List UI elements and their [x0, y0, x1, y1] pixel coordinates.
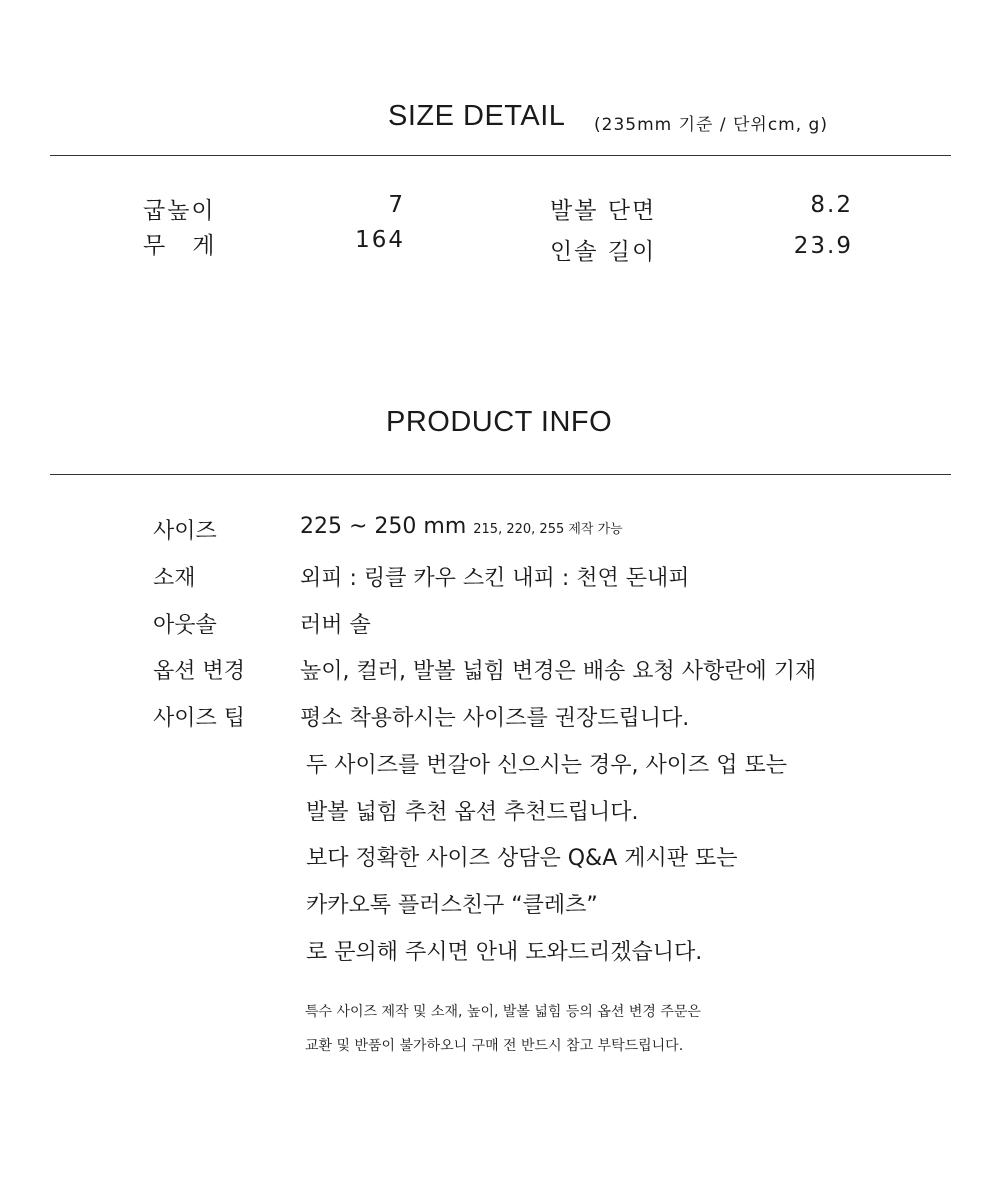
option-change-label: 옵션 변경 [153, 659, 246, 684]
insole-length-label: 인솔 길이 [550, 239, 657, 265]
notice-line: 특수 사이즈 제작 및 소재, 높이, 발볼 넓힘 등의 옵션 변경 주문은 [305, 1004, 701, 1020]
size-detail-divider [50, 155, 951, 156]
size-detail-unit-note: (235mm 기준 / 단위cm, g) [594, 115, 828, 135]
material-label: 소재 [153, 566, 196, 591]
weight-label: 무 게 [143, 233, 217, 259]
outsole-label: 아웃솔 [153, 613, 217, 638]
heel-height-value: 7 [388, 192, 405, 218]
size-tip-line: 두 사이즈를 번갈아 신으시는 경우, 사이즈 업 또는 [306, 753, 787, 778]
heel-height-label: 굽높이 [143, 198, 216, 224]
size-label: 사이즈 [153, 519, 217, 544]
size-tip-line: 발볼 넓힘 추천 옵션 추천드립니다. [306, 800, 639, 825]
size-detail-title: SIZE DETAIL [388, 100, 566, 132]
outsole-value: 러버 솔 [300, 613, 371, 638]
weight-value: 164 [355, 227, 405, 253]
product-info-divider [50, 474, 951, 475]
size-range: 225 ~ 250 mm [300, 514, 467, 539]
ball-width-label: 발볼 단면 [550, 198, 657, 224]
size-value [300, 514, 623, 539]
size-extra-note: 215, 220, 255 제작 가능 [473, 522, 623, 537]
notice-line: 교환 및 반품이 불가하오니 구매 전 반드시 참고 부탁드립니다. [305, 1038, 684, 1054]
size-tip-line: 평소 착용하시는 사이즈를 권장드립니다. [300, 706, 690, 731]
ball-width-value: 8.2 [810, 192, 853, 218]
option-change-value: 높이, 컬러, 발볼 넓힘 변경은 배송 요청 사항란에 기재 [300, 659, 817, 684]
size-tip-line: 카카오톡 플러스친구 “클레츠” [306, 893, 598, 918]
insole-length-value: 23.9 [793, 233, 853, 259]
size-tip-line: 보다 정확한 사이즈 상담은 Q&A 게시판 또는 [306, 846, 738, 871]
size-tip-line: 로 문의해 주시면 안내 도와드리겠습니다. [306, 940, 703, 965]
size-tip-label: 사이즈 팁 [153, 706, 246, 731]
material-value: 외피 : 링클 카우 스킨 내피 : 천연 돈내피 [300, 566, 690, 591]
product-info-title: PRODUCT INFO [386, 406, 613, 438]
